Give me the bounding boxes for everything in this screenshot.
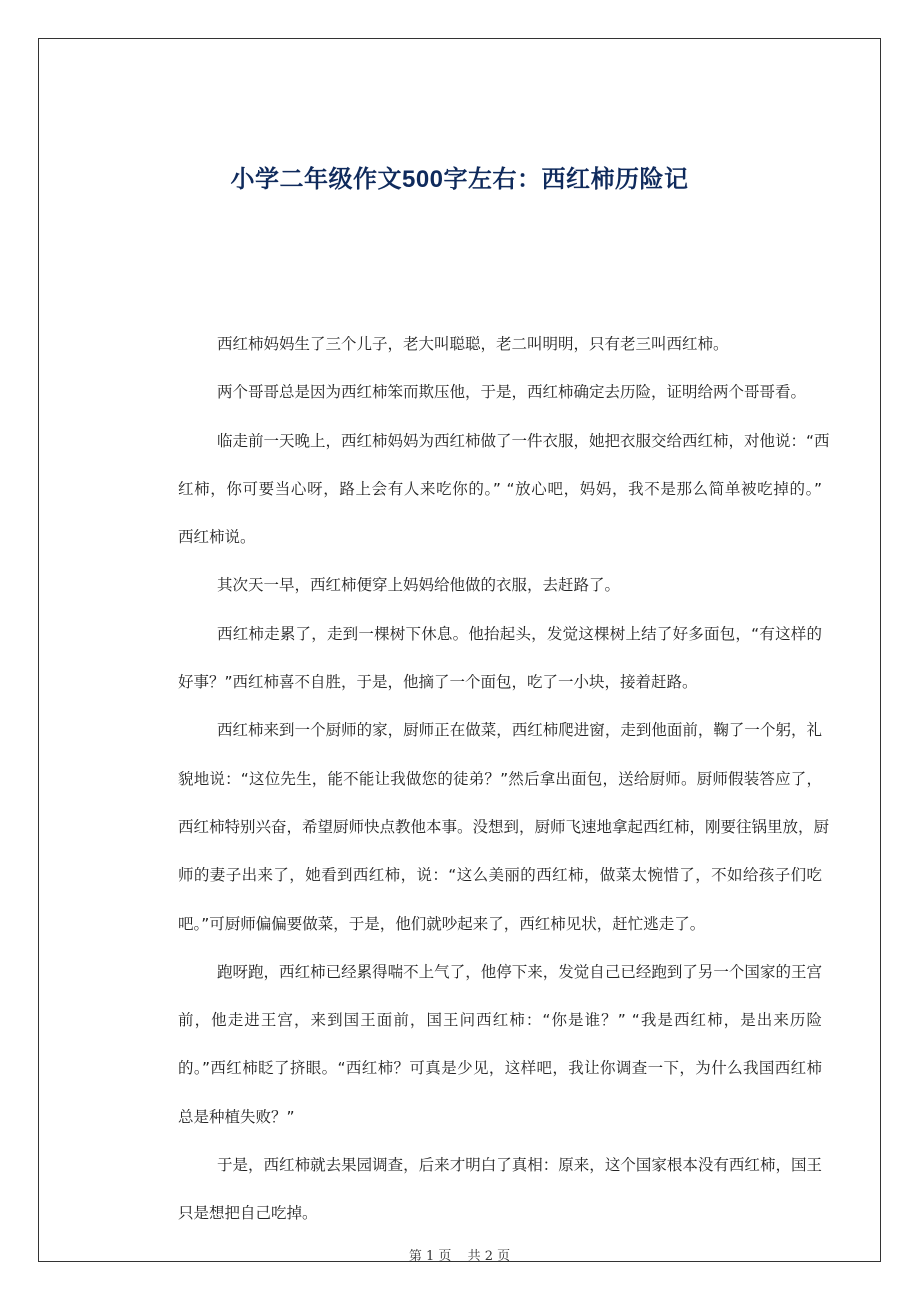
text-line: 师的妻子出来了，她看到西红柿，说：“这么美丽的西红柿，做菜太惋惜了，不如给孩子们吃 xyxy=(178,866,822,885)
paragraph xyxy=(178,561,822,609)
document-body xyxy=(178,320,830,1238)
text-line: 总是种植失败？” xyxy=(178,1107,295,1126)
document-title: 小学二年级作文500字左右：西红柿历险记 xyxy=(230,166,689,193)
paragraph xyxy=(178,706,830,947)
text-line: 红柿，你可要当心呀，路上会有人来吃你的。” “放心吧，妈妈，我不是那么简单被吃掉的。” xyxy=(178,479,822,498)
text-line: 于是，西红柿就去果园调查，后来才明白了真相：原来，这个国家根本没有西红柿，国王 xyxy=(217,1156,822,1175)
paragraph xyxy=(178,417,830,562)
text-line: 只是想把自己吃掉。 xyxy=(178,1204,318,1223)
paragraph xyxy=(178,1141,822,1238)
text-line: 跑呀跑，西红柿已经累得喘不上气了，他停下来，发觉自己已经跑到了另一个国家的王宫 xyxy=(217,962,822,981)
text-line: 临走前一天晚上，西红柿妈妈为西红柿做了一件衣服，她把衣服交给西红柿，对他说：“西 xyxy=(217,431,830,450)
text-line: 西红柿特别兴奋，希望厨师快点教他本事。没想到，厨师飞速地拿起西红柿，刚要往锅里放，厨 xyxy=(178,817,830,836)
page-number: 第 1 页 xyxy=(408,1249,452,1264)
text-line: 西红柿说。 xyxy=(178,528,256,547)
page-total: 共 2 页 xyxy=(467,1249,511,1264)
text-line: 吧。”可厨师偏偏要做菜，于是，他们就吵起来了，西红柿见状，赶忙逃走了。 xyxy=(178,914,706,933)
text-line: 其次天一早，西红柿便穿上妈妈给他做的衣服，去赶路了。 xyxy=(217,576,621,595)
text-line: 西红柿走累了，走到一棵树下休息。他抬起头，发觉这棵树上结了好多面包，“有这样的 xyxy=(217,624,822,643)
text-line: 两个哥哥总是因为西红柿笨而欺压他，于是，西红柿确定去历险，证明给两个哥哥看。 xyxy=(217,383,807,402)
text-line: 西红柿妈妈生了三个儿子，老大叫聪聪，老二叫明明，只有老三叫西红柿。 xyxy=(217,335,729,353)
paragraph xyxy=(178,948,822,1141)
paragraph xyxy=(178,610,822,707)
text-line: 西红柿来到一个厨师的家，厨师正在做菜，西红柿爬进窗，走到他面前，鞠了一个躬，礼 xyxy=(217,721,822,740)
paragraph xyxy=(178,320,822,368)
document-page xyxy=(38,38,881,1262)
page-footer xyxy=(39,1245,880,1264)
text-line: 好事？”西红柿喜不自胜，于是，他摘了一个面包，吃了一小块，接着赶路。 xyxy=(178,673,698,692)
paragraph xyxy=(178,368,822,416)
text-line: 前，他走进王宫，来到国王面前，国王问西红柿：“你是谁？” “我是西红柿，是出来历险 xyxy=(178,1011,822,1030)
text-line: 貌地说：“这位先生，能不能让我做您的徒弟？”然后拿出面包，送给厨师。厨师假装答应了， xyxy=(178,769,822,788)
text-line: 的。”西红柿眨了挤眼。“西红柿？可真是少见，这样吧，我让你调查一下，为什么我国西红柿 xyxy=(178,1059,822,1078)
